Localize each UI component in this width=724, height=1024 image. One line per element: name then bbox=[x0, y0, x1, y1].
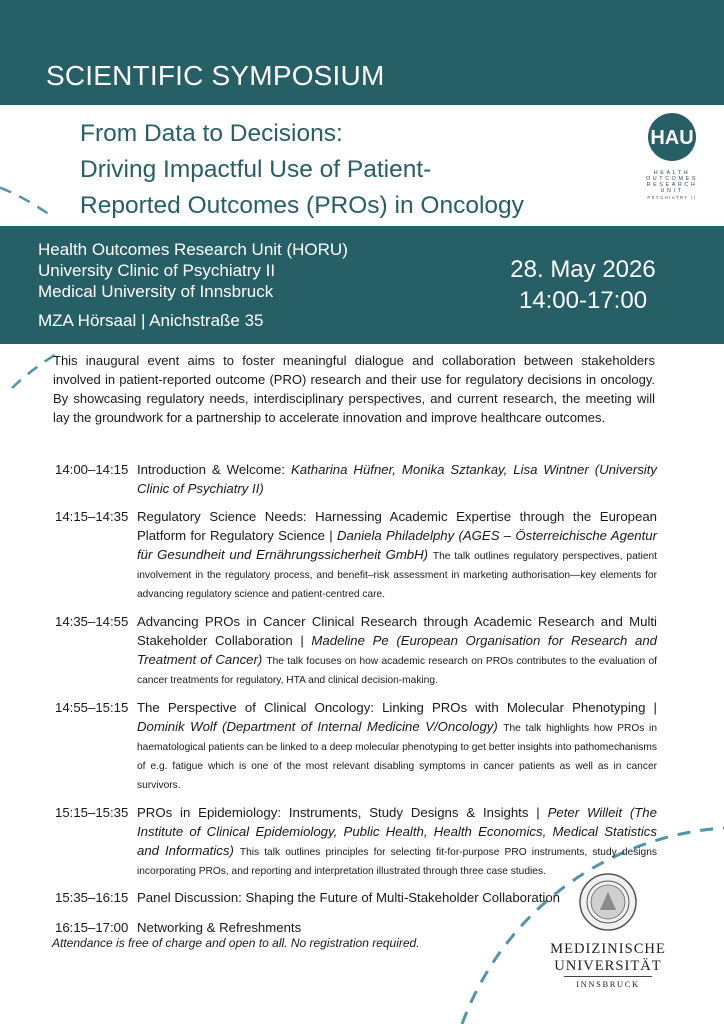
intro-paragraph: This inaugural event aims to foster meaningful dialogue and collaboration between stakeholders involved in patient-reported outcome (PRO) research and their use for regulatory decisions in oncology. By showcasing regulatory needs, interdisciplinary perspectives, and current research, the meeting will lay the groundwork for a partnership to accelerate innovation and improve healthcare outcomes. bbox=[53, 353, 655, 425]
mui-logo-line-3: INNSBRUCK bbox=[576, 979, 640, 989]
agenda-item bbox=[55, 507, 657, 602]
agenda-time: 14:55–15:15 bbox=[55, 700, 129, 715]
title-line-3: Reported Outcomes (PROs) in Oncology bbox=[80, 192, 524, 219]
agenda-title: Introduction & Welcome: bbox=[137, 462, 286, 477]
agenda-speaker: Daniela Philadelphy (AGES – Österreichische Agentur für Gesundheit und Ernährungssicherheit GmbH) bbox=[137, 528, 657, 562]
agenda-item bbox=[55, 698, 657, 793]
agenda-description: This talk outlines principles for selecting fit-for-purpose PRO instruments, study designs incorporating PROs, and reporting and interpretation illustrated through three case studies. bbox=[137, 847, 657, 877]
horu-logo-sub: PSYCHIATRY II bbox=[647, 195, 697, 200]
agenda-time: 15:35–16:15 bbox=[55, 890, 129, 905]
agenda-title: Networking & Refreshments bbox=[137, 920, 302, 935]
mui-logo-line-1: MEDIZINISCHE bbox=[550, 941, 666, 957]
agenda-item bbox=[55, 612, 657, 688]
mui-logo-line-2: UNIVERSITÄT bbox=[554, 958, 662, 974]
horu-logo bbox=[628, 112, 716, 216]
title-line-1: From Data to Decisions: bbox=[80, 120, 343, 147]
organizer-line-3: Medical University of Innsbruck bbox=[38, 282, 274, 301]
agenda-item bbox=[55, 803, 657, 879]
agenda-title: The Perspective of Clinical Oncology: Linking PROs with Molecular Phenotyping | bbox=[137, 700, 657, 715]
agenda-description: The talk outlines regulatory perspectives, patient involvement in the regulatory process, and benefit–risk assessment in marketing authorisation—key elements for advancing regulatory science and patient-centred care. bbox=[137, 551, 657, 600]
agenda-title-rest: Shaping the Future of Multi-Stakeholder Collaboration bbox=[245, 890, 560, 905]
horu-logo-line-3: RESEARCH bbox=[646, 182, 698, 188]
horu-logo-line-1: HEALTH bbox=[653, 170, 691, 176]
organizer-line-1: Health Outcomes Research Unit (HORU) bbox=[38, 240, 348, 259]
agenda-speaker: Peter Willeit (The Institute of Clinical Epidemiology, Public Health, Health Economics, Medical Statistics and Informatics) bbox=[137, 805, 657, 858]
agenda-time: 14:35–14:55 bbox=[55, 614, 129, 629]
svg-text:HAU: HAU bbox=[650, 127, 694, 149]
university-seal-icon bbox=[578, 872, 638, 932]
agenda-description: The talk focuses on how academic research on PROs contributes to the evaluation of cancer treatments for regulatory, HTA and clinical decision-making. bbox=[137, 656, 657, 686]
agenda-speaker: Madeline Pe (European Organisation for Research and Treatment of Cancer) bbox=[137, 633, 658, 667]
venue: MZA Hörsaal | Anichstraße 35 bbox=[38, 311, 264, 330]
symposium-title bbox=[80, 116, 640, 224]
date-time-block bbox=[470, 254, 696, 316]
agenda-time: 14:15–14:35 bbox=[55, 509, 129, 524]
attendance-note: Attendance is free of charge and open to all. No registration required. bbox=[52, 936, 420, 950]
horu-logo-mark-icon bbox=[647, 112, 697, 162]
event-time: 14:00-17:00 bbox=[518, 287, 648, 314]
mui-logo-divider bbox=[564, 976, 652, 977]
event-date: 28. May 2026 bbox=[510, 256, 656, 283]
organizer-block bbox=[38, 239, 348, 302]
agenda-title: Regulatory Science Needs: Harnessing Academic Expertise through the European Platform for Regulatory Science | bbox=[137, 509, 657, 543]
agenda-time: 16:15–17:00 bbox=[55, 920, 129, 935]
agenda-title: Panel Discussion: bbox=[137, 890, 242, 905]
title-line-2: Driving Impactful Use of Patient- bbox=[80, 156, 432, 183]
agenda-time: 14:00–14:15 bbox=[55, 462, 129, 477]
horu-logo-line-2: OUTCOMES bbox=[646, 176, 698, 182]
organizer-line-2: University Clinic of Psychiatry II bbox=[38, 261, 276, 280]
mui-logo bbox=[548, 872, 668, 989]
info-band bbox=[0, 226, 724, 344]
agenda-item bbox=[55, 460, 657, 498]
agenda-title: Advancing PROs in Cancer Clinical Research through Academic Research and Multi Stakeholder Collaboration | bbox=[137, 614, 657, 648]
event-type-heading: SCIENTIFIC SYMPOSIUM bbox=[46, 60, 385, 91]
agenda-description: The talk highlights how PROs in haematological patients can be linked to a deep molecular phenotyping to get better insights into pathomechanisms of e.g. fatigue which is one of the most relevant disabling symptoms in cancer patients as well as in cancer survivors. bbox=[137, 723, 657, 791]
agenda-title: PROs in Epidemiology: Instruments, Study Designs & Insights | bbox=[137, 805, 540, 820]
horu-logo-line-4: UNIT bbox=[660, 188, 684, 194]
agenda-speaker: Dominik Wolf (Department of Internal Medicine V/Oncology) bbox=[137, 719, 498, 734]
agenda-list bbox=[55, 460, 657, 937]
agenda-speaker: Katharina Hüfner, Monika Sztankay, Lisa Wintner (University Clinic of Psychiatry II) bbox=[137, 462, 657, 496]
agenda-time: 15:15–15:35 bbox=[55, 805, 129, 820]
